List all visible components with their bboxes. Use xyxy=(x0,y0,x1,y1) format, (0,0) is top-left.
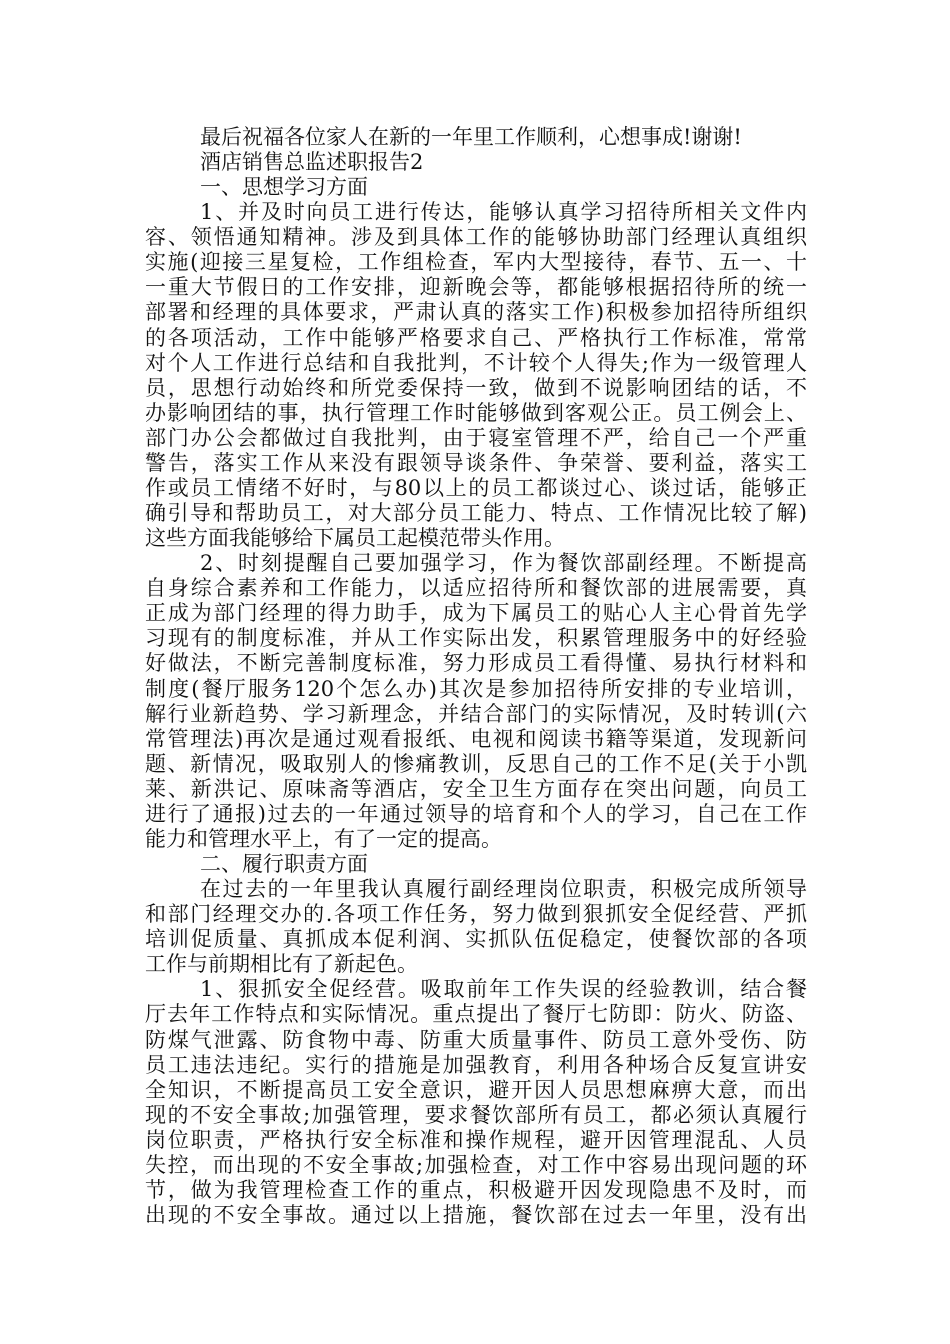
text-line: 莱、新洪记、原味斋等酒店，安全卫生方面存在突出问题，向员工 xyxy=(145,776,807,801)
text-line: 在过去的一年里我认真履行副经理岗位职责，积极完成所领导 xyxy=(200,877,807,902)
text-line: 对个人工作进行总结和自我批判，不计较个人得失;作为一级管理人 xyxy=(145,350,807,375)
text-line: 全知识，不断提高员工安全意识，避开因人员思想麻痹大意，而出 xyxy=(145,1077,807,1102)
text-line: 岗位职责，严格执行安全标准和操作规程，避开因管理混乱、人员 xyxy=(145,1127,807,1152)
text-line: 1、并及时向员工进行传达，能够认真学习招待所相关文件内 xyxy=(200,200,807,225)
text-line: 警告，落实工作从来没有跟领导谈条件、争荣誉、要利益，落实工 xyxy=(145,450,807,475)
text-line: 进行了通报)过去的一年通过领导的培育和个人的学习，自己在工作 xyxy=(145,801,807,826)
text-line: 正成为部门经理的得力助手，成为下属员工的贴心人主心骨首先学 xyxy=(145,601,807,626)
text-line: 解行业新趋势、学习新理念，并结合部门的实际情况，及时转训(六 xyxy=(145,701,807,726)
text-line: 员工违法违纪。实行的措施是加强教育，利用各种场合反复宣讲安 xyxy=(145,1052,807,1077)
section-title: 酒店销售总监述职报告2 xyxy=(200,150,424,175)
text-line: 好做法，不断完善制度标准，努力形成员工看得懂、易执行材料和 xyxy=(145,651,807,676)
text-line: 失控，而出现的不安全事故;加强检查，对工作中容易出现问题的环 xyxy=(145,1152,807,1177)
text-line: 最后祝福各位家人在新的一年里工作顺利，心想事成!谢谢! xyxy=(200,125,742,149)
section-heading: 二、履行职责方面 xyxy=(200,852,368,877)
text-line: 的各项活动，工作中能够严格要求自己、严格执行工作标准，常常 xyxy=(145,325,807,350)
text-line: 出现的不安全事故。通过以上措施，餐饮部在过去一年里，没有出 xyxy=(145,1203,807,1227)
text-line: 自身综合素养和工作能力，以适应招待所和餐饮部的进展需要，真 xyxy=(145,576,807,601)
text-line: 1、狠抓安全促经营。吸取前年工作失误的经验教训，结合餐 xyxy=(200,977,807,1002)
text-line: 一重大节假日的工作安排，迎新晚会等，都能够根据招待所的统一 xyxy=(145,275,807,300)
text-line: 工作与前期相比有了新起色。 xyxy=(145,952,418,977)
text-line: 现的不安全事故;加强管理，要求餐饮部所有员工，都必须认真履行 xyxy=(145,1102,807,1127)
text-line: 常管理法)再次是通过观看报纸、电视和阅读书籍等渠道，发现新问 xyxy=(145,726,807,751)
text-line: 作或员工情绪不好时，与80以上的员工都谈过心、谈过话，能够正 xyxy=(145,475,807,500)
text-line: 能力和管理水平上，有了一定的提高。 xyxy=(145,826,502,851)
text-line: 部署和经理的具体要求，严肃认真的落实工作)积极参加招待所组织 xyxy=(145,300,807,325)
text-line: 2、时刻提醒自己要加强学习，作为餐饮部副经理。不断提高 xyxy=(200,551,807,576)
text-line: 容、领悟通知精神。涉及到具体工作的能够协助部门经理认真组织 xyxy=(145,225,807,250)
text-line: 员，思想行动始终和所党委保持一致，做到不说影响团结的话，不 xyxy=(145,375,807,400)
text-line: 实施(迎接三星复检，工作组检查，军内大型接待，春节、五一、十 xyxy=(145,250,807,275)
text-line: 制度(餐厅服务120个怎么办)其次是参加招待所安排的专业培训， xyxy=(145,676,807,701)
text-line: 题、新情况，吸取别人的惨痛教训，反思自己的工作不足(关于小凯 xyxy=(145,751,807,776)
text-line: 培训促质量、真抓成本促利润、实抓队伍促稳定，使餐饮部的各项 xyxy=(145,927,807,952)
text-line: 防煤气泄露、防食物中毒、防重大质量事件、防员工意外受伤、防 xyxy=(145,1027,807,1052)
text-line: 习现有的制度标准，并从工作实际出发，积累管理服务中的好经验 xyxy=(145,626,807,651)
text-line: 办影响团结的事，执行管理工作时能够做到客观公正。员工例会上、 xyxy=(145,400,807,425)
text-line: 节，做为我管理检查工作的重点，积极避开因发现隐患不及时，而 xyxy=(145,1177,807,1202)
section-heading: 一、思想学习方面 xyxy=(200,175,368,200)
text-line: 和部门经理交办的.各项工作任务，努力做到狠抓安全促经营、严抓 xyxy=(145,902,807,927)
text-line: 厅去年工作特点和实际情况。重点提出了餐厅七防即：防火、防盗、 xyxy=(145,1002,807,1027)
text-line: 这些方面我能够给下属员工起模范带头作用。 xyxy=(145,526,565,551)
text-line: 部门办公会都做过自我批判，由于寝室管理不严，给自己一个严重 xyxy=(145,425,807,450)
text-line: 确引导和帮助员工，对大部分员工能力、特点、工作情况比较了解) xyxy=(145,501,807,526)
